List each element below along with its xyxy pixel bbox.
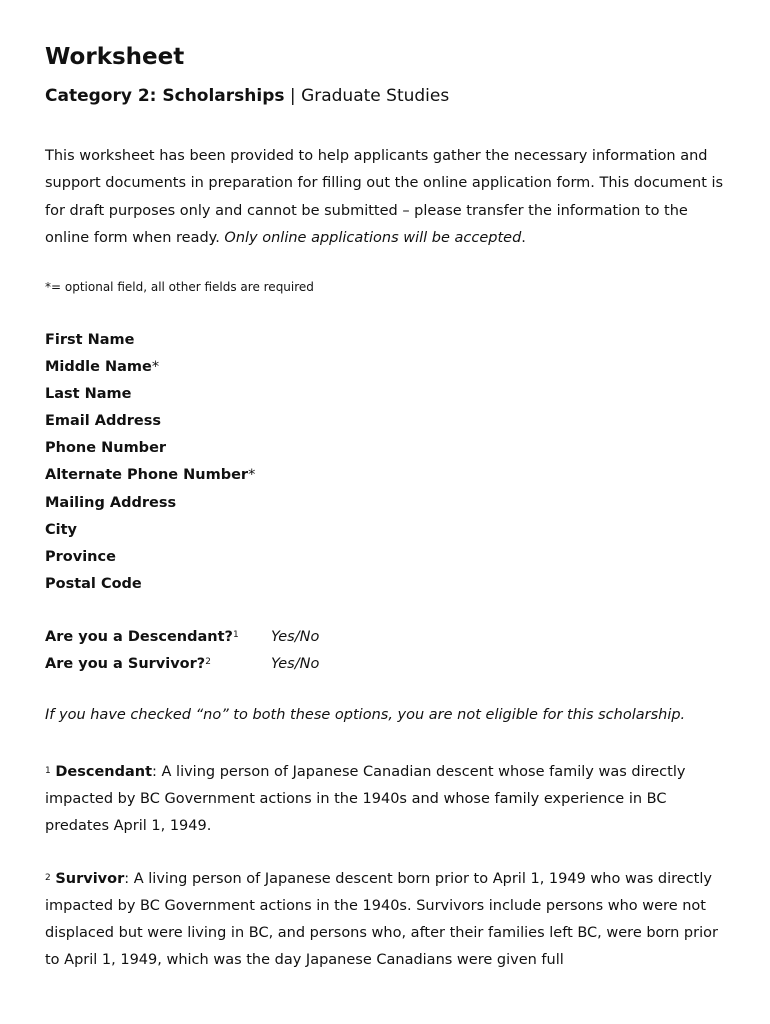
footnote-descendant [45,759,735,840]
optional-marker: * [151,359,160,376]
optional-field-note: *= optional field, all other fields are required [45,280,314,294]
field-postal-code [45,573,255,600]
yes-no-answer: Yes/No [271,656,320,672]
intro-emphasis: Only online applications will be accepted [224,229,522,246]
subtitle-separator: | [284,86,302,106]
footnote-ref: 2 [205,657,211,667]
intro-text: This worksheet has been provided to help applicants gather the necessary information and support documents in preparation for filling out the online application form. This document is for draft purposes only and cannot be submitted – please transfer the information to the online form when ready. [45,148,724,246]
field-label: Phone Number [45,440,167,457]
footnote-number: 1 [45,766,51,776]
optional-marker: * [248,467,256,484]
field-city [45,519,255,546]
footnote-number: 2 [45,873,51,883]
eligibility-questions [45,626,320,680]
program-label: Graduate Studies [301,86,450,106]
question-survivor [45,653,320,680]
field-label: Email Address [45,413,162,430]
field-first-name [45,329,255,356]
field-province [45,546,255,573]
yes-no-answer: Yes/No [271,629,320,645]
category-label: Category 2: Scholarships [45,86,285,106]
field-label: Postal Code [45,575,142,592]
field-alternate-phone-number [45,464,255,491]
question-label: Are you a Descendant? [45,629,233,645]
field-last-name [45,383,255,410]
field-mailing-address [45,492,255,519]
field-email-address [45,410,255,437]
field-label: Mailing Address [45,494,177,511]
footnote-term: Survivor [55,871,125,887]
field-label: Last Name [45,386,132,403]
field-label: Middle Name [45,359,152,376]
field-label: First Name [45,332,135,348]
field-label: Alternate Phone Number [45,467,249,484]
footnote-term: Descendant [55,764,153,780]
footnote-text: : A living person of Japanese Canadian descent whose family was directly impacted by BC Government actions in the 1940s and whose family experience in BC predates April 1, 1949. [45,764,686,834]
field-label: City [45,521,77,538]
question-descendant [45,626,320,653]
field-label: Province [45,548,116,565]
footnote-text: : A living person of Japanese descent born prior to April 1, 1949 who was directly impacted by BC Government actions in the 1940s. Survivors include persons who were not displaced but were living in BC, and persons who, after their families left BC, were born prior to April 1, 1949, which was the day Japanese Canadians were given full [45,871,718,968]
footnote-ref: 1 [232,630,239,640]
intro-paragraph [45,143,725,252]
footnote-survivor [45,866,735,974]
page-subtitle [45,86,449,106]
intro-end: . [521,229,526,246]
question-label: Are you a Survivor? [45,656,206,672]
field-middle-name [45,356,255,383]
page-title: Worksheet [45,44,185,70]
field-list [45,329,255,600]
eligibility-note: If you have checked “no” to both these options, you are not eligible for this scholarship. [45,707,686,723]
field-phone-number [45,437,255,464]
